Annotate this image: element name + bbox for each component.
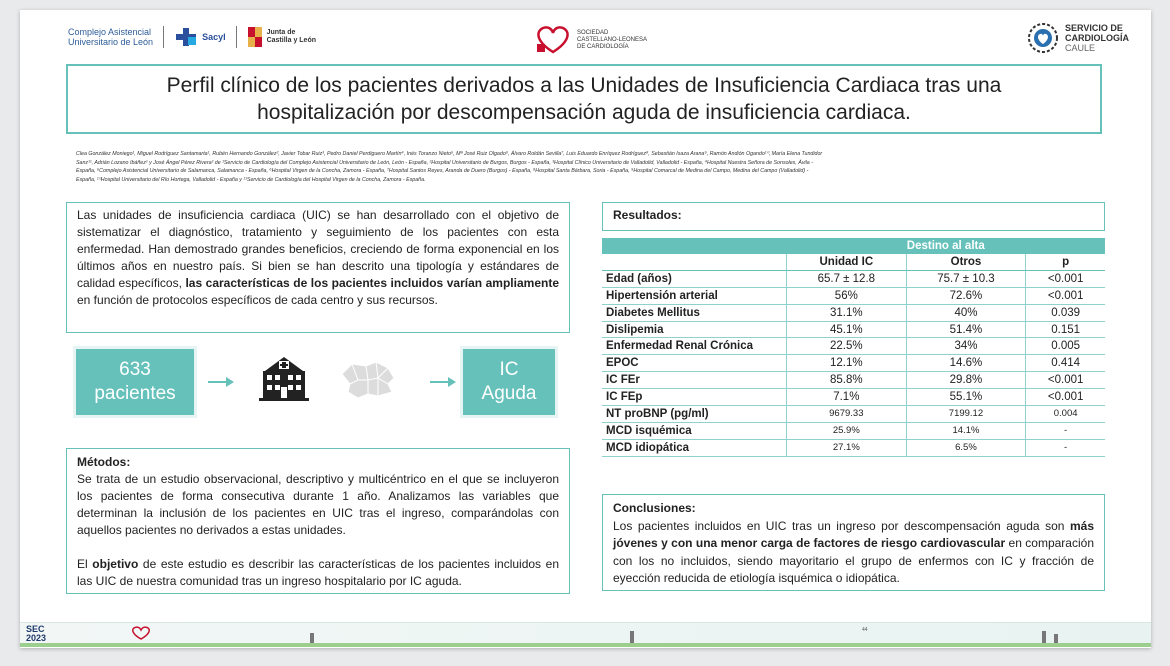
col-header-p: p: [1026, 254, 1105, 270]
conclusions-text-a: Los pacientes incluidos en UIC tras un ingreso por descompensación aguda son: [613, 518, 1070, 533]
row-p-value: -: [1026, 439, 1105, 456]
row-variable: EPOC: [602, 355, 787, 372]
footer-number: 44: [862, 627, 868, 633]
objective-text: de este estudio es describir las características de los pacientes incluidos en las UIC de nuestra comunidad tras un ingreso hospitalario por IC aguda.: [77, 557, 560, 588]
results-title: Resultados:: [613, 208, 682, 222]
patients-number: 633: [119, 359, 151, 380]
row-otros-value: 75.7 ± 10.3: [906, 270, 1026, 287]
authors-affiliations: [76, 150, 1094, 184]
row-otros-value: 72.6%: [906, 287, 1026, 304]
sacyl-label: Sacyl: [202, 32, 226, 42]
col-header-uic: Unidad IC: [787, 254, 907, 270]
divider: [163, 26, 164, 48]
row-uic-value: 12.1%: [787, 355, 907, 372]
divider: [236, 26, 237, 48]
row-variable: Enfermedad Renal Crónica: [602, 338, 787, 355]
row-p-value: 0.151: [1026, 321, 1105, 338]
person-icon: [1042, 631, 1046, 643]
methods-paragraph-1: Se trata de un estudio observacional, descriptivo y multicéntrico en el que se incluyeron los pacientes de forma consecutiva durante 1 año. Analizamos las variables que determinan la inclusión de los pacientes en UIC tras el ingreso, comparándolas con aquellos pacientes no derivados a estas unidades.: [77, 472, 559, 537]
table-row: [602, 439, 1105, 456]
row-uic-value: 31.1%: [787, 304, 907, 321]
results-table-body: [602, 270, 1105, 456]
table-corner: [602, 238, 787, 254]
authors-line2: Sanz¹¹, Adrián Lozano Ibáñez¹ y José Ángel Pérez Rivera² de ¹Servicio de Cardiología del Complejo Asistencial Universitario de León, León - España, ²Hospital Universitario de Burgos, Burgos - España, ³Hospital Clínico Universitario de Valladolid, Valladolid - España, ⁴Hospital Nuestra Señora de Sonsoles, Ávila -: [76, 159, 813, 166]
table-row: [602, 287, 1105, 304]
row-otros-value: 6.5%: [906, 439, 1026, 456]
sec-line1: SEC: [26, 624, 45, 634]
row-otros-value: 34%: [906, 338, 1026, 355]
scl-heart-icon: [130, 626, 152, 640]
intro-text-b: en función de protocolos específicos de cada centro y sus recursos.: [77, 293, 438, 307]
row-p-value: -: [1026, 422, 1105, 439]
row-uic-value: 27.1%: [787, 439, 907, 456]
row-variable: Hipertensión arterial: [602, 287, 787, 304]
conclusions-box: [602, 494, 1105, 591]
junta-line2: Castilla y León: [266, 37, 316, 44]
row-p-value: 0.039: [1026, 304, 1105, 321]
row-p-value: 0.414: [1026, 355, 1105, 372]
person-icon: [1054, 634, 1058, 643]
sacyl-icon: [174, 28, 198, 46]
org-line2: Universitario de León: [68, 37, 154, 47]
footer-ground: [20, 643, 1151, 647]
row-otros-value: 40%: [906, 304, 1026, 321]
service-line3: CAULE: [1065, 43, 1096, 53]
authors-line3: España, ⁵Complejo Asistencial Universitario de Salamanca, Salamanca - España, ⁶Hospital Virgen de la Concha, Zamora - España, ⁷Hospital Santos Reyes, Aranda de Duero (Burgos) - España, ⁸Hospital Santa Bárbara, Soria - España, ⁹Hospital Comarcal de Medina del Campo, Medina del Campo (Valladolid) -: [76, 168, 809, 175]
scl-logo: [533, 24, 647, 56]
service-line2: CARDIOLOGÍA: [1065, 33, 1129, 43]
table-row: [602, 304, 1105, 321]
objective-bold: objetivo: [92, 557, 139, 571]
introduction-box: [66, 202, 570, 333]
map-icon: [338, 360, 398, 400]
person-icon: [310, 633, 314, 643]
authors-line1: Clea González Moniego¹, Miguel Rodríguez Santamarta¹, Rubén Hernando González², Javier Tobar Ruiz³, Pedro Daniel Perdiguero Martín⁴, Inés Toranzo Nieto⁵, Mª José Ruiz Olgado⁶, Álvaro Roldán Sevilla⁷, Luis Eduardo Enríquez Rodríguez⁸, Sebastián Isaza Arana⁹, Ramón Andión Ogando¹⁰, María Elena Tundidor: [76, 151, 823, 157]
sec-line2: 2023: [26, 633, 47, 643]
conclusions-text: [613, 518, 1094, 588]
conclusions-title: Conclusiones:: [613, 501, 696, 515]
table-row: [602, 338, 1105, 355]
methods-paragraph-2: [77, 556, 559, 590]
org-logo: [68, 27, 153, 47]
objective-prefix: El: [77, 557, 93, 571]
aguda-label: Aguda: [481, 383, 537, 404]
person-icon: [630, 631, 634, 643]
org-line1: Complejo Asistencial: [68, 27, 152, 37]
table-row: [602, 389, 1105, 406]
row-otros-value: 29.8%: [906, 372, 1026, 389]
arrow-right-icon: [208, 377, 234, 387]
row-variable: IC FEr: [602, 372, 787, 389]
ic-label: IC: [499, 359, 519, 380]
row-variable: Diabetes Mellitus: [602, 304, 787, 321]
results-table: [602, 238, 1105, 457]
row-p-value: 0.005: [1026, 338, 1105, 355]
table-row: [602, 355, 1105, 372]
conclusions-bold: más jóvenes y con una menor carga de factores de riesgo cardiovascular: [613, 518, 1094, 550]
table-row: [602, 422, 1105, 439]
authors-line4: España, ¹⁰Hospital Universitario del Río Hortega, Valladolid - España y ¹¹Servicio de Cardiología del Hospital Virgen de la Concha, Zamora - España.: [76, 176, 426, 183]
row-otros-value: 14.1%: [906, 422, 1026, 439]
row-otros-value: 7199.12: [906, 406, 1026, 423]
row-uic-value: 56%: [787, 287, 907, 304]
scl-line3: DE CARDIOLOGÍA: [577, 43, 629, 50]
row-variable: Edad (años): [602, 270, 787, 287]
poster-title: [66, 64, 1102, 134]
junta-logo: [247, 26, 316, 48]
destino-header: Destino al alta: [787, 238, 1106, 254]
row-uic-value: 7.1%: [787, 389, 907, 406]
coat-of-arms-icon: [247, 26, 263, 48]
row-uic-value: 85.8%: [787, 372, 907, 389]
arrow-right-icon: [430, 377, 456, 387]
row-p-value: <0.001: [1026, 270, 1105, 287]
junta-line1: Junta de: [266, 29, 296, 36]
row-variable: NT proBNP (pg/ml): [602, 406, 787, 423]
scl-line2: CASTELLANO-LEONESA: [577, 36, 648, 43]
heart-castle-icon: [533, 24, 573, 56]
row-variable: IC FEp: [602, 389, 787, 406]
row-uic-value: 9679.33: [787, 406, 907, 423]
service-logo: [1027, 22, 1129, 54]
intro-text-a: Las unidades de insuficiencia cardiaca (UIC) se han desarrollado con el objetivo de sistematizar el diagnóstico, tratamiento y seguimiento de los pacientes con esta enfermedad. Han demostrado grandes beneficios, creciendo de forma exponencial en los últimos años en nuestro país. Si bien se han descrito una tipología y estándares de calidad específicos,: [77, 208, 559, 290]
row-p-value: <0.001: [1026, 372, 1105, 389]
header-logos-left: [68, 26, 316, 48]
intro-text-bold: las características de los pacientes incluidos varían ampliamente: [185, 276, 559, 290]
col-header-otros: Otros: [906, 254, 1026, 270]
patients-count-box: [76, 349, 194, 415]
methods-title: Métodos:: [77, 455, 131, 469]
footer-strip: [20, 622, 1151, 647]
row-variable: MCD idiopática: [602, 439, 787, 456]
table-row: [602, 372, 1105, 389]
hospital-icon: [257, 355, 311, 401]
row-otros-value: 55.1%: [906, 389, 1026, 406]
row-p-value: <0.001: [1026, 389, 1105, 406]
poster: [20, 10, 1151, 648]
row-otros-value: 14.6%: [906, 355, 1026, 372]
title-line1: Perfil clínico de los pacientes derivados a las Unidades de Insuficiencia Cardiaca tras una: [166, 74, 1002, 97]
blank-col-header: [602, 254, 787, 270]
scl-line1: SOCIEDAD: [577, 29, 609, 36]
table-row: [602, 406, 1105, 423]
row-variable: Dislipemia: [602, 321, 787, 338]
row-uic-value: 65.7 ± 12.8: [787, 270, 907, 287]
ic-aguda-box: [463, 349, 555, 415]
heart-globe-icon: [1027, 22, 1059, 54]
row-uic-value: 22.5%: [787, 338, 907, 355]
sec-logo: [26, 625, 46, 643]
table-row: [602, 321, 1105, 338]
table-row: [602, 270, 1105, 287]
service-line1: SERVICIO DE: [1065, 23, 1123, 33]
row-uic-value: 45.1%: [787, 321, 907, 338]
row-variable: MCD isquémica: [602, 422, 787, 439]
methods-box: [66, 448, 570, 594]
results-header-box: [602, 202, 1105, 231]
sacyl-logo: [174, 28, 226, 46]
row-uic-value: 25.9%: [787, 422, 907, 439]
row-p-value: 0.004: [1026, 406, 1105, 423]
row-otros-value: 51.4%: [906, 321, 1026, 338]
title-line2: hospitalización por descompensación aguda de insuficiencia cardiaca.: [257, 101, 911, 124]
row-p-value: <0.001: [1026, 287, 1105, 304]
patients-label: pacientes: [94, 383, 176, 404]
conclusions-text-b: en comparación con los no incluidos, siendo mayoritario el grupo de enfermos con IC y fracción de eyección reducida de etiología isquémica o idiopática.: [613, 536, 1094, 585]
